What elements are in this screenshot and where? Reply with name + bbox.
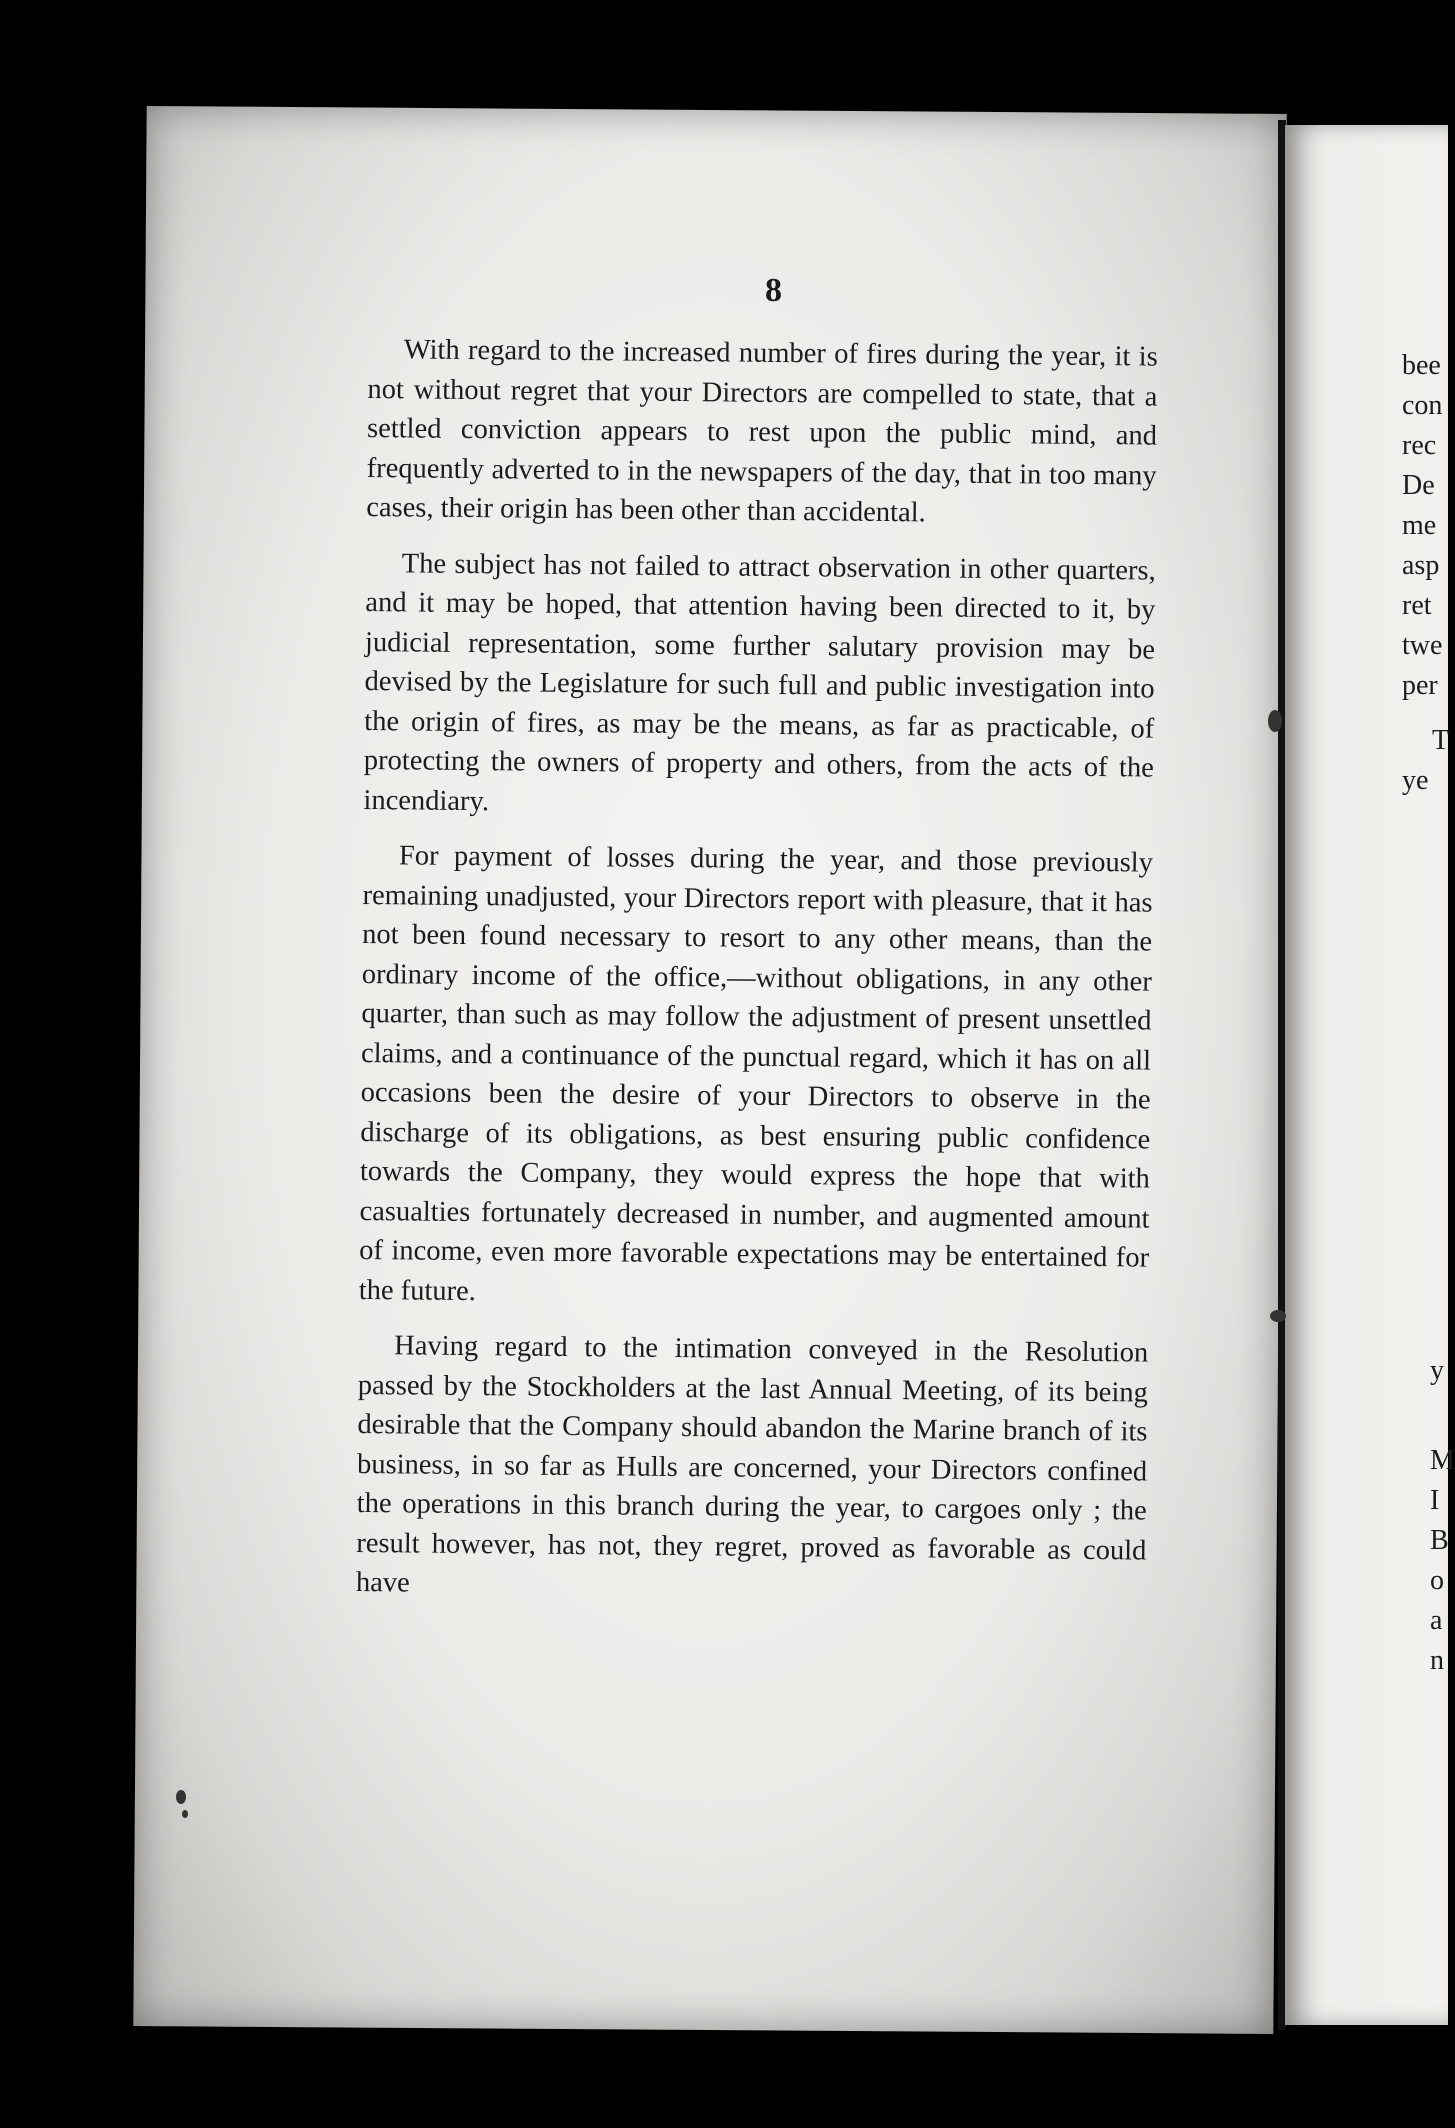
facing-fragment: ye xyxy=(1402,765,1429,796)
ink-speck xyxy=(182,1810,188,1818)
page-body-text xyxy=(356,330,1158,1626)
paragraph-legislature: The subject has not failed to attract observation in other quarters, and it may be hoped, that attention having been directed to it, by judicial representation, some further salutary provision may be devised by the Legislature for such full and public investigation into the origin of fires, as may be the means, as far as practicable, of protecting the owners of property and others, from the acts of the incendiary. xyxy=(363,547,1156,817)
facing-fragment: o xyxy=(1430,1565,1444,1596)
facing-fragment: ret xyxy=(1402,590,1432,621)
facing-fragment: rec xyxy=(1402,430,1437,461)
ink-speck xyxy=(176,1790,186,1804)
facing-fragment: I xyxy=(1430,1485,1440,1516)
facing-fragment: bee xyxy=(1402,350,1441,381)
binding-thread xyxy=(1270,1310,1286,1322)
paragraph-losses-payment: For payment of losses during the year, and those previously remaining unadjusted, your Directors report with pleasure, that it has not been found necessary to resort to any other means, than the ordinary income of the office,—without obligations, in any other quarter, than such as may follow the adjustment of present unsettled claims, and a continuance of the punctual regard, which it has on all occasions been the desire of your Directors to observe in the discharge of its obligations, as best ensuring public confidence towards the Company, they would express the hope that with casualties fortunately decreased in number, and augmented amount of income, even more favorable expectations may be entertained for the future. xyxy=(358,840,1154,1307)
paragraph-marine-branch: Having regard to the intimation conveyed in the Resolution passed by the Stockholders at the last Annual Meeting, of its being desirable that the Company should abandon the Marine branch of its business, in so far as Hulls are concerned, your Directors confined the operations in this branch during the year, to cargoes only ; the result however, has not, they regret, proved as favorable as could have xyxy=(355,1330,1149,1599)
paragraph-fires-increase: With regard to the increased number of fires during the year, it is not without regret that your Directors are compelled to state, that a settled conviction appears to rest upon the public mind, and frequently adverted to in the newspapers of the day, that in too many cases, their origin has been other than accidental. xyxy=(366,334,1158,529)
facing-fragment: con xyxy=(1402,390,1443,421)
page-number: 8 xyxy=(765,272,782,309)
facing-fragment: y xyxy=(1430,1355,1444,1386)
facing-fragment: B xyxy=(1430,1525,1449,1556)
facing-fragment: me xyxy=(1402,510,1437,541)
binding-thread xyxy=(1268,710,1282,732)
facing-fragment: twe xyxy=(1402,630,1443,661)
facing-fragment: a xyxy=(1430,1605,1443,1636)
facing-fragment: n xyxy=(1430,1645,1444,1676)
facing-fragment: M xyxy=(1430,1445,1455,1476)
facing-fragment: asp xyxy=(1402,550,1440,581)
facing-fragment: De xyxy=(1402,470,1435,501)
facing-fragment: per xyxy=(1402,670,1438,701)
facing-fragment: T xyxy=(1432,725,1450,756)
